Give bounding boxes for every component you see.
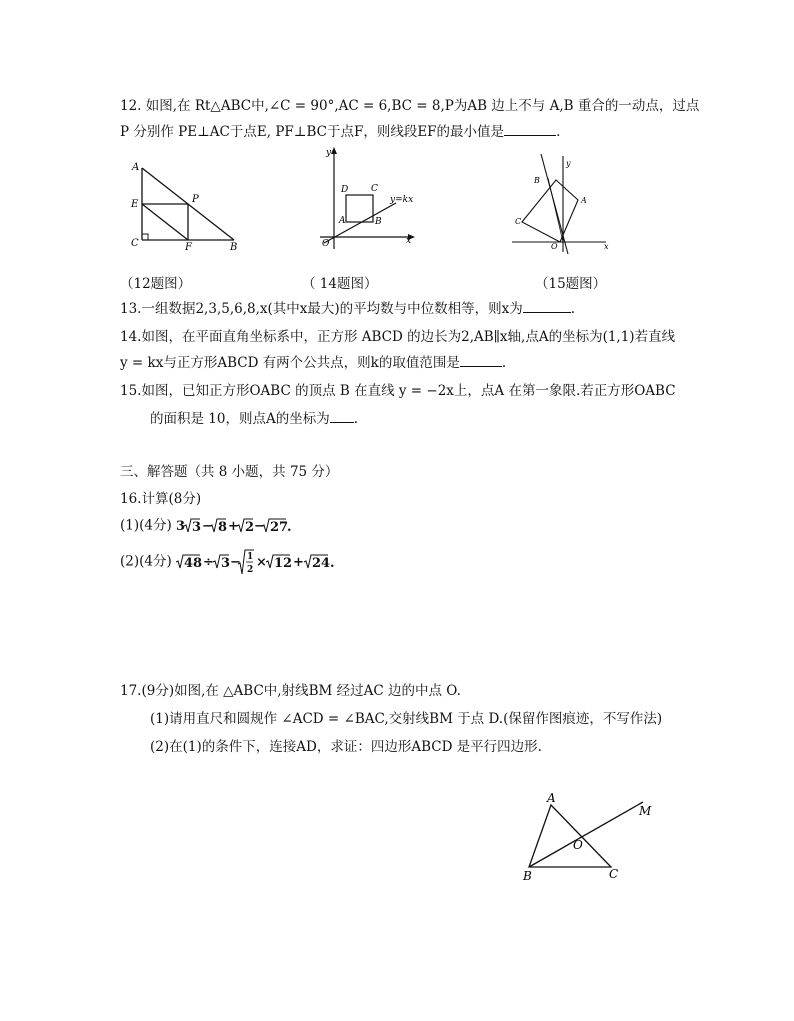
label-A: A: [339, 216, 346, 226]
label-x: x: [406, 236, 412, 246]
label-kx: y=kx: [390, 195, 414, 205]
q15-line2-text: 的面积是 10，则点A的坐标为: [150, 411, 330, 427]
svg-text:×: ×: [256, 555, 267, 570]
label-B: B: [523, 869, 532, 883]
svg-text:27: 27: [270, 520, 289, 535]
q16-part2-prefix: (2)(4分): [120, 553, 172, 570]
q17-line1: 17.(9分)如图,在 △ABC中,射线BM 经过AC 边的中点 O.: [120, 683, 461, 699]
label-y: y: [566, 159, 571, 168]
svg-text:+: +: [228, 519, 239, 534]
q12-line2: [120, 123, 560, 141]
q15-line2: [150, 410, 358, 428]
q12-line1: 12. 如图,在 Rt△ABC中,∠C = 90°,AC = 6,BC = 8,P为AB 边上不与 A,B 重合的一动点，过点: [120, 98, 700, 114]
label-C: C: [609, 867, 619, 881]
answer-blank: [460, 354, 502, 367]
label-F: F: [185, 242, 192, 253]
label-C: C: [371, 184, 378, 194]
svg-text:.: .: [287, 520, 292, 535]
fig12-caption: （12题图）: [120, 276, 192, 292]
label-x: x: [604, 242, 609, 251]
q16-part1: [120, 516, 296, 536]
svg-text:2: 2: [245, 520, 255, 535]
label-E: E: [131, 199, 139, 210]
fig15-caption: （15题图）: [535, 276, 607, 292]
figure-15: [508, 150, 613, 259]
q16-title: 16.计算(8分): [120, 491, 202, 507]
label-M: M: [639, 804, 652, 818]
q14-line1: 14.如图，在平面直角坐标系中，正方形 ABCD 的边长为2,AB∥x轴,点A的坐标为(1,1)若直线: [120, 329, 676, 345]
label-B: B: [230, 242, 238, 253]
q16-part1-expr: [176, 518, 296, 534]
q14-line2: [120, 354, 506, 372]
q15-line2-end: .: [353, 411, 359, 427]
label-y: y: [326, 148, 332, 158]
label-A: A: [132, 162, 140, 173]
q15-line1: 15.如图，已知正方形OABC 的顶点 B 在直线 y = −2x上，点A 在第一象限.若正方形OABC: [120, 383, 676, 399]
svg-text:−: −: [230, 555, 241, 570]
figure-17: [515, 790, 665, 889]
svg-text:12: 12: [274, 556, 293, 571]
label-A: A: [581, 196, 587, 205]
q16-part1-prefix: (1)(4分): [120, 517, 172, 534]
label-B: B: [375, 217, 382, 227]
svg-text:3: 3: [221, 556, 231, 571]
fig14-caption: （ 14题图）: [302, 276, 378, 292]
q13-line: [120, 300, 575, 318]
svg-text:÷: ÷: [203, 555, 214, 570]
label-O: O: [573, 838, 583, 852]
svg-text:3: 3: [192, 520, 202, 535]
answer-blank: [523, 300, 571, 313]
svg-text:−: −: [254, 519, 265, 534]
svg-text:48: 48: [184, 556, 203, 571]
q16-part2-expr: [176, 552, 361, 575]
label-D: D: [341, 185, 349, 195]
q12-line2-end: .: [556, 124, 561, 140]
label-O: O: [322, 239, 330, 249]
label-C: C: [515, 217, 522, 226]
q16-part2: [120, 548, 361, 576]
q12-line2-text: P 分别作 PE⊥AC于点E, PF⊥BC于点F，则线段EF的最小值是: [120, 124, 505, 140]
svg-text:8: 8: [218, 520, 228, 535]
q13-text: 13.一组数据2,3,5,6,8,x(其中x最大)的平均数与中位数相等，则x为: [120, 301, 523, 317]
svg-text:−: −: [202, 519, 213, 534]
q13-end: .: [570, 301, 576, 317]
svg-text:+: +: [293, 555, 304, 570]
svg-text:3: 3: [176, 519, 186, 534]
label-B: B: [534, 176, 540, 185]
label-O: O: [551, 242, 558, 251]
svg-text:24: 24: [312, 556, 331, 571]
answer-blank: [504, 123, 556, 136]
svg-text:2: 2: [247, 565, 254, 575]
q14-line2-text: y = kx与正方形ABCD 有两个公共点，则k的取值范围是: [120, 355, 460, 371]
q17-line2: (1)请用直尺和圆规作 ∠ACD = ∠BAC,交射线BM 于点 D.(保留作图痕迹，不写作法): [150, 711, 663, 727]
label-C: C: [131, 238, 139, 249]
svg-text:1: 1: [247, 552, 254, 562]
svg-text:.: .: [330, 556, 335, 571]
label-A: A: [547, 791, 556, 805]
q14-line2-end: .: [501, 355, 507, 371]
label-P: P: [192, 194, 199, 205]
answer-blank: [330, 410, 354, 423]
figure-14: [310, 145, 425, 259]
section-title: 三、解答题（共 8 小题，共 75 分）: [120, 464, 339, 480]
figure-12: [124, 158, 254, 257]
q17-line3: (2)在(1)的条件下，连接AD，求证：四边形ABCD 是平行四边形.: [150, 739, 542, 755]
